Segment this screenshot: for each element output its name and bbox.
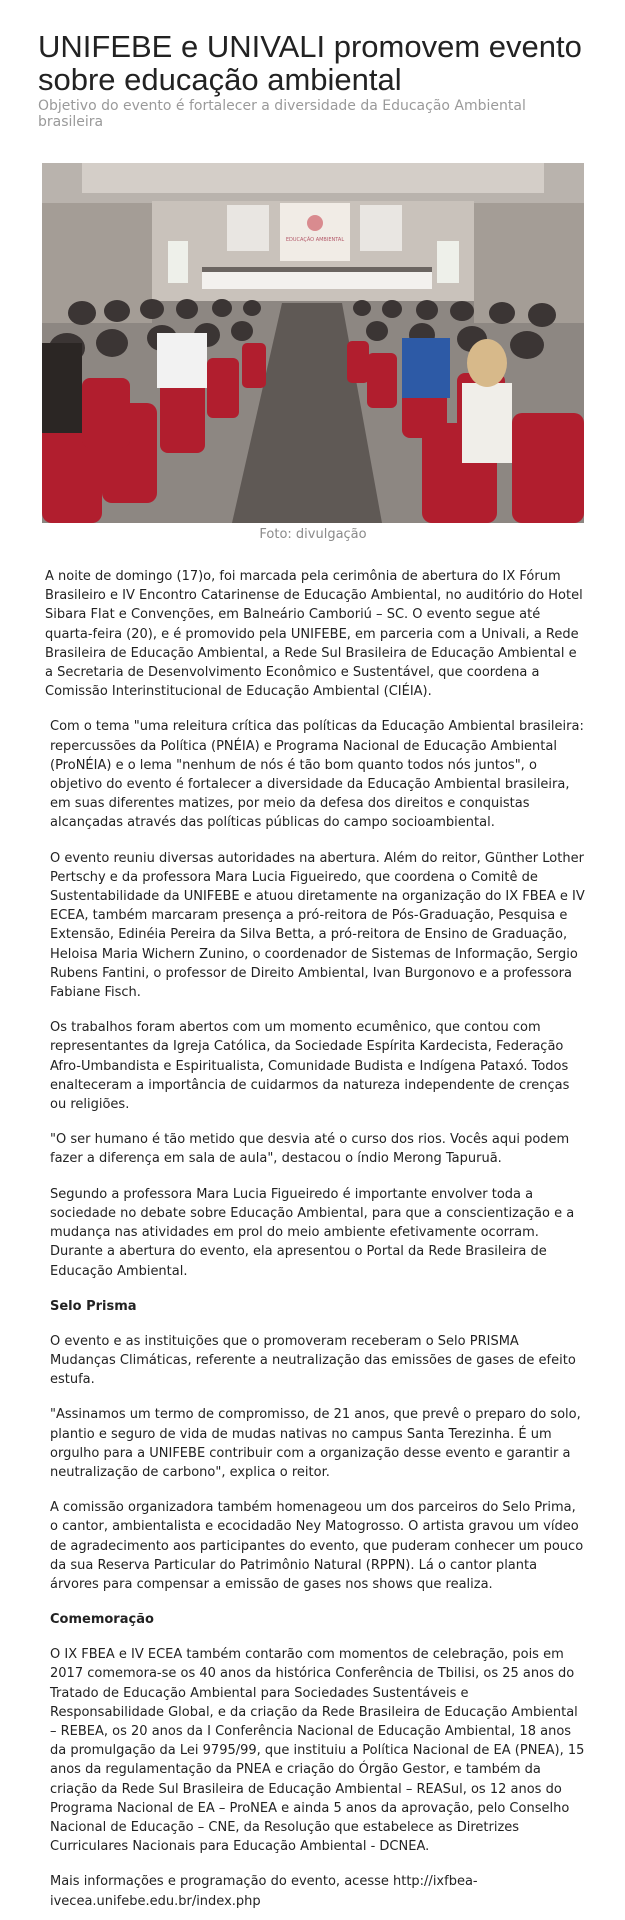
paragraph-9: A comissão organizadora também homenageou um dos parceiros do Selo Prima, o cantor, ambientalista e ecocidadão Ney Matogrosso. O artista gravou um vídeo de agradecimento aos participantes do evento, que puderam conhecer um pouco da sua Reserva Particular do Patrimônio Natural (RPPN). Lá o cantor planta árvores para compensar a emissão de gases nos shows que realiza. xyxy=(50,1500,584,1592)
paragraph-more-info: Mais informações e programação do evento, acesse http://ixfbea-ivecea.unifebe.edu.br/index.php xyxy=(50,1874,478,1909)
paragraph-3: O evento reuniu diversas autoridades na abertura. Além do reitor, Günther Lother Pertschy e da professora Mara Lucia Figueiredo, que coordena o Comitê de Sustentabilidade da UNIFEBE e atuou diretamente na organização do IX FBEA e IV ECEA, também marcaram presença a pró-reitora de Pós-Graduação, Pesquisa e Extensão, Edinéia Pereira da Silva Betta, a pró-reitora de Ensino de Graduação, Heloisa Maria Wichern Zunino, o coordenador de Sistemas de Informação, Sergio Rubens Fantini, o professor de Direito Ambiental, Ivan Burgonovo e a professora Fabiane Fisch. xyxy=(50,850,585,1001)
paragraph-1: A noite de domingo (17)o, foi marcada pela cerimônia de abertura do IX Fórum Brasileiro e IV Encontro Catarinense de Educação Ambiental, no auditório do Hotel Sibara Flat e Convenções, em Balneário Camboriú – SC. O evento segue até quarta-feira (20), e é promovido pela UNIFEBE, em parceria com a Univali, a Rede Brasileira de Educação Ambiental, a Rede Sul Brasileira de Educação Ambiental e a Secretaria de Desenvolvimento Econômico e Sustentável, que coordena a Comissão Interinstitucional de Educação Ambiental (CIÉIA). xyxy=(45,569,583,700)
section-heading-comemoracao: Comemoração xyxy=(50,1612,154,1628)
screen-text: EDUCAÇÃO AMBIENTAL xyxy=(285,237,345,243)
paragraph-6: Segundo a professora Mara Lucia Figueiredo é importante envolver toda a sociedade no debate sobre Educação Ambiental, para que a conscientização e a mudança nas atividades em prol do meio ambiente efetivamente ocorram. Durante a abertura do evento, ela apresentou o Portal da Rede Brasileira de Educação Ambiental. xyxy=(50,1186,575,1279)
paragraph-8: "Assinamos um termo de compromisso, de 21 anos, que prevê o preparo do solo, plantio e seguro de vida de mudas nativas no campus Santa Terezinha. É um orgulho para a UNIFEBE contribuir com a organização desse evento e garantir a neutralização de carbono", explica o reitor. xyxy=(50,1407,581,1480)
paragraph-7: O evento e as instituições que o promoveram receberam o Selo PRISMA Mudanças Climáticas, referente a neutralização das emissões de gases de efeito estufa. xyxy=(50,1333,576,1388)
article-headline: UNIFEBE e UNIVALI promovem evento sobre educação ambiental xyxy=(38,29,582,97)
paragraph-10: O IX FBEA e IV ECEA também contarão com momentos de celebração, pois em 2017 comemora-se os 40 anos da histórica Conferência de Tbilisi, os 25 anos do Tratado de Educação Ambiental para Sociedades Sustentáveis e Responsabilidade Global, e da criação da Rede Brasileira de Educação Ambiental – REBEA, os 20 anos da I Conferência Nacional de Educação Ambiental, 18 anos da promulgação da Lei 9795/99, que instituiu a Política Nacional de EA (PNEA), 15 anos da regulamentação da PNEA e criação do Órgão Gestor, e também da criação da Rede Sul Brasileira de Educação Ambiental – REASul, os 12 anos do Programa Nacional de EA – ProNEA e ainda 5 anos da aprovação, pelo Conselho Nacional de Educação – CNE, da Resolução que estabelece as Diretrizes Curriculares Nacionais para Educação Ambiental - DCNEA. xyxy=(50,1647,585,1855)
auditorium-photo-illustration xyxy=(42,163,584,523)
photo-caption: Foto: divulgação xyxy=(259,527,367,542)
section-heading-selo-prisma: Selo Prisma xyxy=(50,1298,137,1314)
article-subtitle: Objetivo do evento é fortalecer a diversidade da Educação Ambiental brasileira xyxy=(38,98,526,130)
paragraph-2: Com o tema "uma releitura crítica das políticas da Educação Ambiental brasileira: repercussões da Política (PNÉIA) e Programa Nacional de Educação Ambiental (ProNÉIA) e o lema "nenhum de nós é tão bom quanto todos nós juntos", o objetivo do evento é fortalecer a diversidade da Educação Ambiental brasileira, em suas diferentes matizes, por meio da defesa dos direitos e conquistas alcançadas através das políticas públicas do campo socioambiental. xyxy=(50,719,584,831)
paragraph-4: Os trabalhos foram abertos com um momento ecumênico, que contou com representantes da Igreja Católica, da Sociedade Espírita Kardecista, Federação Afro-Umbandista e Espiritualista, Comunidade Budista e Indígena Pataxó. Todos enalteceram a importância de cuidarmos da natureza independente de crenças ou religiões. xyxy=(50,1020,570,1113)
article-body xyxy=(45,567,585,1920)
article-photo xyxy=(42,163,584,523)
paragraph-5: "O ser humano é tão metido que desvia até o curso dos rios. Vocês aqui podem fazer a diferença em sala de aula", destacou o índio Merong Tapuruã. xyxy=(50,1132,570,1167)
